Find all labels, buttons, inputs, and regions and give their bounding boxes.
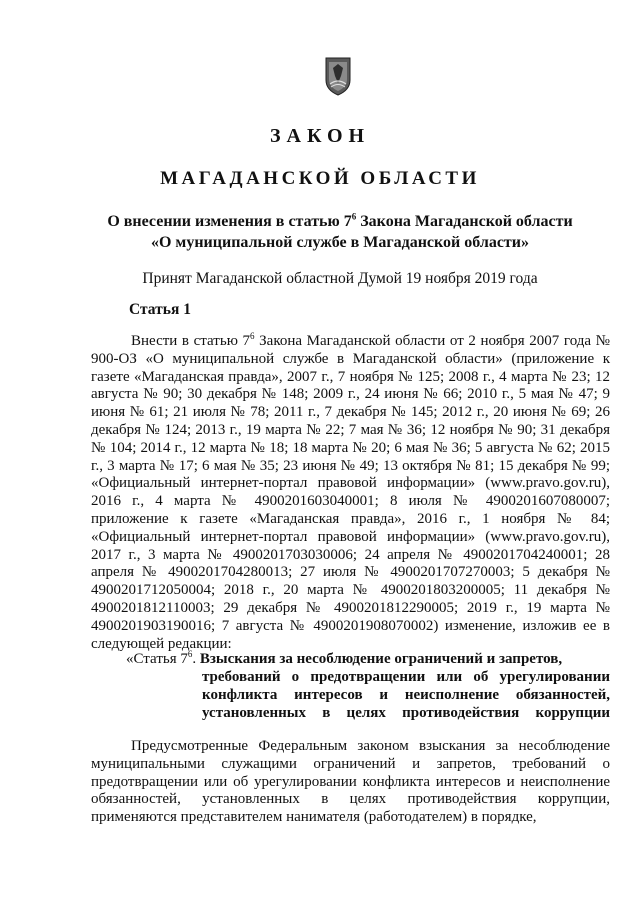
coat-of-arms-icon — [324, 56, 352, 96]
subtitle-line-2: «О муниципальной службе в Магаданской области» — [150, 234, 529, 251]
quoted-article-heading: «Статья $7^6$. Взыскания за несоблюдение ограничений и запретов, — [126, 649, 563, 667]
article-paragraph-1: Внести в статью $7^6$ Закона Магаданской области от 2 ноября 2007 года № 900-ОЗ «О муниципальной службе в Магаданской области» (приложение к газете «Магаданская правда», 2007 г., 7 ноября № 125; 2008 г., 4 марта № 23; 12 августа № 90; 30 декабря № 148; 2009 г., 24 июня № 66; 2010 г., 5 мая № 47; 9 июня № 61; 21 июля № 78; 2011 г., 7 декабря № 145; 2012 г., 20 июня № 69; 26 декабря № 124; 2013 г., 19 марта № 22; 7 мая № 36; 12 ноября № 90; 31 декабря № 104; 2014 г., 12 марта № 18; 18 марта № 20; 6 мая № 36; 5 августа № 62; 2015 г., 3 марта № 17; 6 мая № 35; 23 июня № 49; 13 октября № 81; 15 декабря № 99; «Официальный интернет-портал правовой информации» (www.pravo.gov.ru), 2016 г., 4 марта № 4900201603040001; 8 июля № 4900201607080007; приложение к газете «Магаданская правда», 2016 г., 1 ноября № 84; «Официальный интернет-портал правовой информации» (www.pravo.gov.ru), 2017 г., 3 марта № 4900201703030006; 24 апреля № 4900201704240001; 28 апреля № 4900201704280013; 27 июля № 4900201707270003; 5 декабря № 4900201712050004; 2018 г., 20 марта № 4900201803200005; 11 декабря № 4900201812110003; 29 декабря № 4900201812290005; 2019 г., 19 марта № 4900201903190016; 7 августа № 4900201908070002) изменение, изложив ее в следующей редакции: — [91, 331, 610, 652]
article-paragraph-2: Предусмотренные Федеральным законом взыскания за несоблюдение муниципальными служащими ограничений и запретов, требований о предотвращении или об урегулировании конфликта интересов и неисполнение обязанностей, установленных в целях противодействия коррупции, применяются представителем нанимателя (работодателем) в порядке, — [91, 738, 610, 826]
subtitle-line-1: О внесении изменения в статью $7^6$ Закона Магаданской области — [107, 211, 573, 230]
adoption-note: Принят Магаданской областной Думой 19 ноября 2019 года — [142, 270, 538, 287]
article-heading: Статья 1 — [129, 301, 191, 318]
region-title: МАГАДАНСКОЙ ОБЛАСТИ — [160, 168, 480, 189]
law-title: ЗАКОН — [269, 125, 371, 147]
law-subtitle — [80, 211, 600, 253]
quoted-article-title: требований о предотвращении или об урегулировании конфликта интересов и неисполнение обязанностей, установленных в целях противодействия коррупции — [202, 669, 610, 721]
